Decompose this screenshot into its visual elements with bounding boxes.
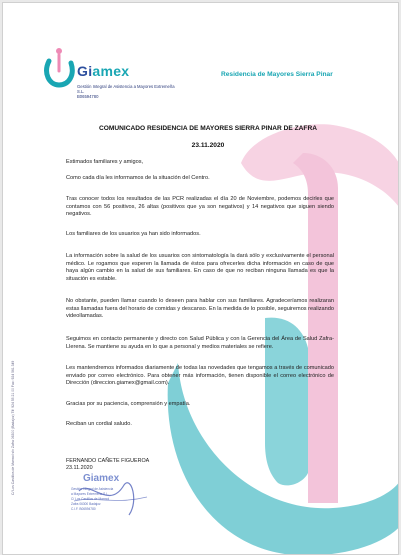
paragraph-3: Los familiares de los usuarios ya han sido informados. xyxy=(66,231,201,237)
signature-name: FERNANDO CAÑETE FIGUEROA xyxy=(66,458,150,464)
side-address-text: C/ Los Castillos de Marmol s/n Zafra 06300 (Badajoz) Tlf: 924 55 21 00 Fax: 924 561 349 xyxy=(11,360,15,495)
document-page xyxy=(2,2,399,555)
paragraph-6: Seguimos en contacto permanente y directo con Salud Pública y con la Gerencia del Área de Salud Zafra-Llerena. Se mantiene su ayuda en lo que a personal y medios materiales se refiere. xyxy=(66,336,334,350)
document-date: 23.11.2020 xyxy=(191,142,225,149)
signature-date: 23.11.2020 xyxy=(66,465,93,471)
greeting: Estimados familiares y amigos, xyxy=(66,159,144,165)
document-title: COMUNICADO RESIDENCIA DE MAYORES SIERRA PINAR DE ZAFRA xyxy=(99,125,317,132)
paragraph-7: Les mantendremos informados diariamente de todas las novedades que tengamos a través de comunicado enviado por correo electrónico. Para obtener más información, tienen disponible el correo electrónico de Dirección (direccion.giamex@gmail.com). xyxy=(66,365,334,386)
company-subtitle: Gestión Integral de Asistencia a Mayores Extremeña S.L. B06594780 xyxy=(77,84,175,99)
giamex-logo-icon xyxy=(43,45,75,89)
residence-name: Residencia de Mayores Sierra Pinar xyxy=(221,71,333,78)
paragraph-1: Como cada día les informamos de la situación del Centro. xyxy=(66,175,210,181)
paragraph-4: La información sobre la salud de los usuarios con sintomatología la dará sólo y exclusivamente el personal médico. Le rogamos que esperen la llamada de éstos para ofrecerles dicha información en caso de que haya algún cambio en la salud de sus familiares. En caso de que no reciban ninguna llamada es que la situación es estable. xyxy=(66,253,334,282)
paragraph-5: No obstante, pueden llamar cuando lo deseen para hablar con sus familiares. Agradeceríamos realizaran estas llamadas fuera del horario de comidas y descanso. En la medida de lo posible, seguiremos realizando videollamadas. xyxy=(66,298,334,319)
paragraph-2: Tras conocer todos los resultados de las PCR realizadas el día 20 de Noviembre, podemos decirles que contamos con 56 positivos, 26 altas (positivos que ya son negativos) y 14 negativos que siguen siendo negativos. xyxy=(66,196,334,217)
paragraph-8: Gracias por su paciencia, comprensión y empatía. xyxy=(66,401,191,407)
brand-name: Giamex xyxy=(77,63,130,79)
paragraph-9: Reciban un cordial saludo. xyxy=(66,421,132,427)
company-stamp: Giamex Gestión Integral de Asistencia a Mayores Extremeña S.L. C/ Los Castillos de Marmol Zafra 06300 Badajoz C.I.F. B06594780 xyxy=(69,471,151,527)
